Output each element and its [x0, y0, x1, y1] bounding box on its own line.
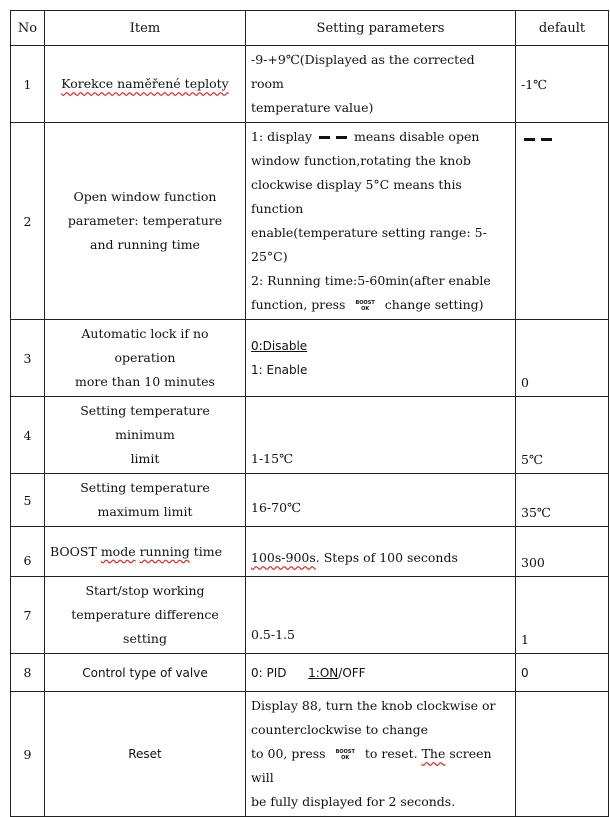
setting-line: -9-+9℃(Displayed as the corrected room: [251, 52, 475, 91]
row-no: 9: [11, 692, 45, 817]
row-no: 3: [11, 320, 45, 397]
setting-line: be fully displayed for 2 seconds.: [251, 794, 456, 809]
header-item: Item: [45, 11, 246, 46]
row-default: [516, 692, 609, 817]
settings-table: [10, 10, 609, 817]
item-line: parameter: temperature: [67, 213, 223, 228]
setting-line: [251, 742, 510, 790]
item-line: Setting temperature: [80, 480, 210, 495]
item-line: maximum limit: [97, 504, 193, 519]
setting-line: enable(temperature setting range: 5-25°C): [251, 225, 487, 264]
item-text: Korekce naměřené teploty: [61, 76, 229, 91]
row-item: [45, 320, 246, 397]
row-no: 5: [11, 474, 45, 527]
setting-text: . Steps of 100 seconds: [315, 550, 458, 565]
setting-line: clockwise display 5°C means this function: [251, 177, 462, 216]
table-row: [11, 692, 609, 817]
setting-line: [251, 125, 510, 149]
item-line: limit: [130, 451, 160, 466]
setting-text: 0: PID: [251, 665, 287, 680]
table-header-row: [11, 11, 609, 46]
row-default: 0: [516, 654, 609, 692]
row-item: Control type of valve: [45, 654, 246, 692]
item-line: more than 10 minutes: [75, 374, 215, 389]
row-no: 1: [11, 46, 45, 123]
table-row: [11, 123, 609, 320]
setting-text: The: [421, 746, 446, 761]
row-default: 5℃: [516, 397, 609, 474]
setting-text: 1:ON: [308, 665, 339, 680]
setting-text: screen will: [251, 746, 492, 785]
item-text: BOOST: [50, 543, 97, 559]
item-line: Setting temperature minimum: [80, 403, 210, 442]
row-no: 2: [11, 123, 45, 320]
table-row: [11, 654, 609, 692]
row-setting: 1-15℃: [246, 397, 516, 474]
setting-text: function, press: [251, 297, 346, 312]
row-no: 8: [11, 654, 45, 692]
row-setting: [246, 123, 516, 320]
row-setting: 0.5-1.5: [246, 577, 516, 654]
table-row: [11, 577, 609, 654]
row-setting: [246, 320, 516, 397]
item-line: and running time: [90, 237, 200, 252]
setting-line: counterclockwise to change: [251, 722, 429, 737]
setting-text: to 00, press: [251, 746, 326, 761]
row-item: [45, 123, 246, 320]
item-text: time: [193, 543, 223, 559]
setting-line: [251, 293, 510, 317]
dash-dash-icon: [521, 131, 555, 146]
row-item: [45, 397, 246, 474]
row-setting: [246, 692, 516, 817]
header-no: No: [11, 11, 45, 46]
row-default: 0: [516, 320, 609, 397]
row-item: [45, 46, 246, 123]
item-line: Automatic lock if no operation: [81, 326, 209, 365]
boost-ok-icon: BOOST OK: [335, 748, 355, 761]
header-default: default: [516, 11, 609, 46]
boost-ok-icon: BOOST OK: [355, 299, 375, 312]
table-row: [11, 46, 609, 123]
row-no: 6: [11, 527, 45, 577]
item-line: Start/stop working: [85, 583, 205, 598]
table-row: [11, 397, 609, 474]
item-text: running: [139, 543, 190, 559]
item-line: temperature difference setting: [71, 607, 219, 646]
row-default: 35℃: [516, 474, 609, 527]
setting-line: 2: Running time:5-60min(after enable: [251, 273, 491, 288]
setting-text: means disable open: [354, 129, 480, 144]
row-default: -1℃: [516, 46, 609, 123]
setting-text: 100s-900s: [251, 550, 316, 565]
item-text: mode: [100, 543, 136, 559]
setting-text: change setting): [384, 297, 484, 312]
setting-text: to reset.: [364, 746, 418, 761]
header-setting: Setting parameters: [246, 11, 516, 46]
setting-line: temperature value): [251, 100, 374, 115]
table-row: [11, 320, 609, 397]
setting-text: 1: display: [251, 129, 313, 144]
row-no: 7: [11, 577, 45, 654]
item-line: Open window function: [73, 189, 217, 204]
setting-line: 0:Disable: [251, 339, 308, 353]
row-no: 4: [11, 397, 45, 474]
dash-dash-icon: [316, 129, 350, 144]
setting-line: window function,rotating the knob: [251, 153, 471, 168]
setting-line: Display 88, turn the knob clockwise or: [251, 698, 496, 713]
table-row: [11, 527, 609, 577]
setting-text: /OFF: [338, 665, 366, 680]
row-default: 300: [516, 527, 609, 577]
row-item: [45, 474, 246, 527]
row-default: [516, 123, 609, 320]
row-default: 1: [516, 577, 609, 654]
row-setting: [246, 654, 516, 692]
setting-line: 1: Enable: [251, 363, 308, 377]
row-item: [45, 527, 246, 577]
row-setting: 16-70℃: [246, 474, 516, 527]
row-item: Reset: [45, 692, 246, 817]
row-setting: [246, 46, 516, 123]
row-item: [45, 577, 246, 654]
table-row: [11, 474, 609, 527]
row-setting: [246, 527, 516, 577]
